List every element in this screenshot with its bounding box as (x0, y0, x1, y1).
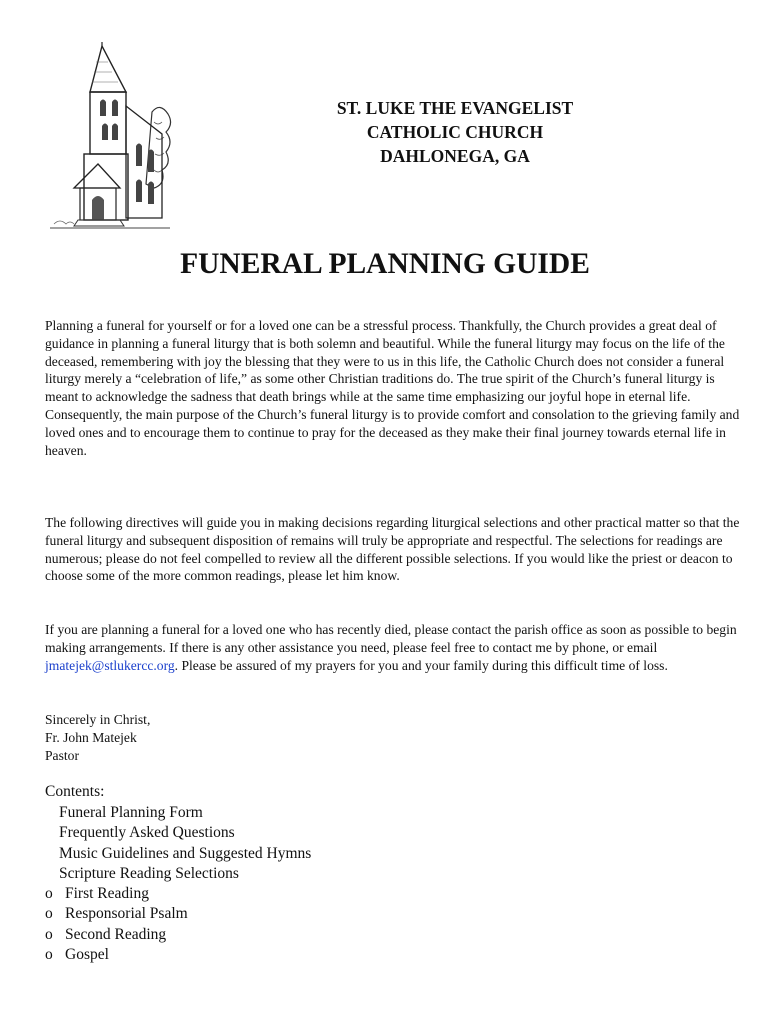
church-name: ST. LUKE THE EVANGELIST (336, 98, 574, 118)
church-illustration (40, 42, 175, 232)
contents-item: Frequently Asked Questions (59, 824, 235, 842)
contents-subitem-label: Gospel (65, 946, 109, 964)
church-header (290, 96, 620, 168)
contents-item: Scripture Reading Selections (59, 864, 239, 882)
page-title: FUNERAL PLANNING GUIDE (180, 248, 590, 280)
contents-subitem-label: Second Reading (65, 925, 167, 943)
contents-subitem-label: Responsorial Psalm (65, 905, 188, 923)
contents-list (45, 803, 311, 965)
bullet-marker: o (45, 885, 53, 903)
directives-paragraph: The following directives will guide you in making decisions regarding liturgical selections and other practical matter so that the funeral liturgy and subsequent disposition of remains will truly be appropriate and respectful. The selections for readings are numerous; please do not feel compelled to review all the different possible selections. If you would like the priest or deacon to choose some of the more common readings, please let him know. (45, 515, 740, 584)
contents-item: Funeral Planning Form (59, 804, 203, 821)
contents-heading: Contents: (45, 783, 105, 800)
signature-name: Fr. John Matejek (45, 729, 137, 745)
intro-paragraph: Planning a funeral for yourself or for a loved one can be a stressful process. Thankfully, the Church provides a great deal of guidance in planning a funeral liturgy that is both solemn and beautiful. While the funeral liturgy may focus on the life of the deceased, remembering with joy the blessing that they were to us in this life, the Catholic Church does not consider a funeral liturgy merely a “celebration of life,” as some other Christian traditions do. The true spirit of the Church’s funeral liturgy is meant to acknowledge the sadness that death brings while at the same time emphasizing our joyful hope in eternal life. Consequently, the main purpose of the Church’s funeral liturgy is to provide comfort and consolation to the grieving family and loved ones and to encourage them to continue to pray for the deceased as they make their final journey towards eternal life in heaven. (45, 318, 740, 458)
church-location: DAHLONEGA, GA (380, 146, 530, 166)
contents-subitem (45, 925, 311, 945)
signature-closing: Sincerely in Christ, (45, 712, 151, 727)
contents-item: Music Guidelines and Suggested Hymns (59, 844, 312, 862)
bullet-marker: o (45, 946, 53, 964)
contact-text-before: If you are planning a funeral for a loved one who has recently died, please contact the parish office as soon as possible to begin making arrangements. If there is any other assistance you need, please feel free to contact me by phone, or email (45, 622, 737, 655)
signature (45, 711, 150, 764)
contents-subitem (45, 884, 311, 904)
bullet-marker: o (45, 905, 53, 923)
contents-subitem (45, 945, 311, 965)
contact-paragraph (45, 621, 745, 674)
email-link[interactable]: jmatejek@stlukercc.org (45, 657, 175, 673)
contents-subitem (45, 904, 311, 924)
signature-role: Pastor (45, 747, 79, 763)
bullet-marker: o (45, 925, 53, 943)
church-type: CATHOLIC CHURCH (366, 122, 544, 142)
contact-text-after: . Please be assured of my prayers for you and your family during this difficult time of loss. (174, 657, 668, 673)
contents-subitem-label: First Reading (65, 885, 149, 903)
